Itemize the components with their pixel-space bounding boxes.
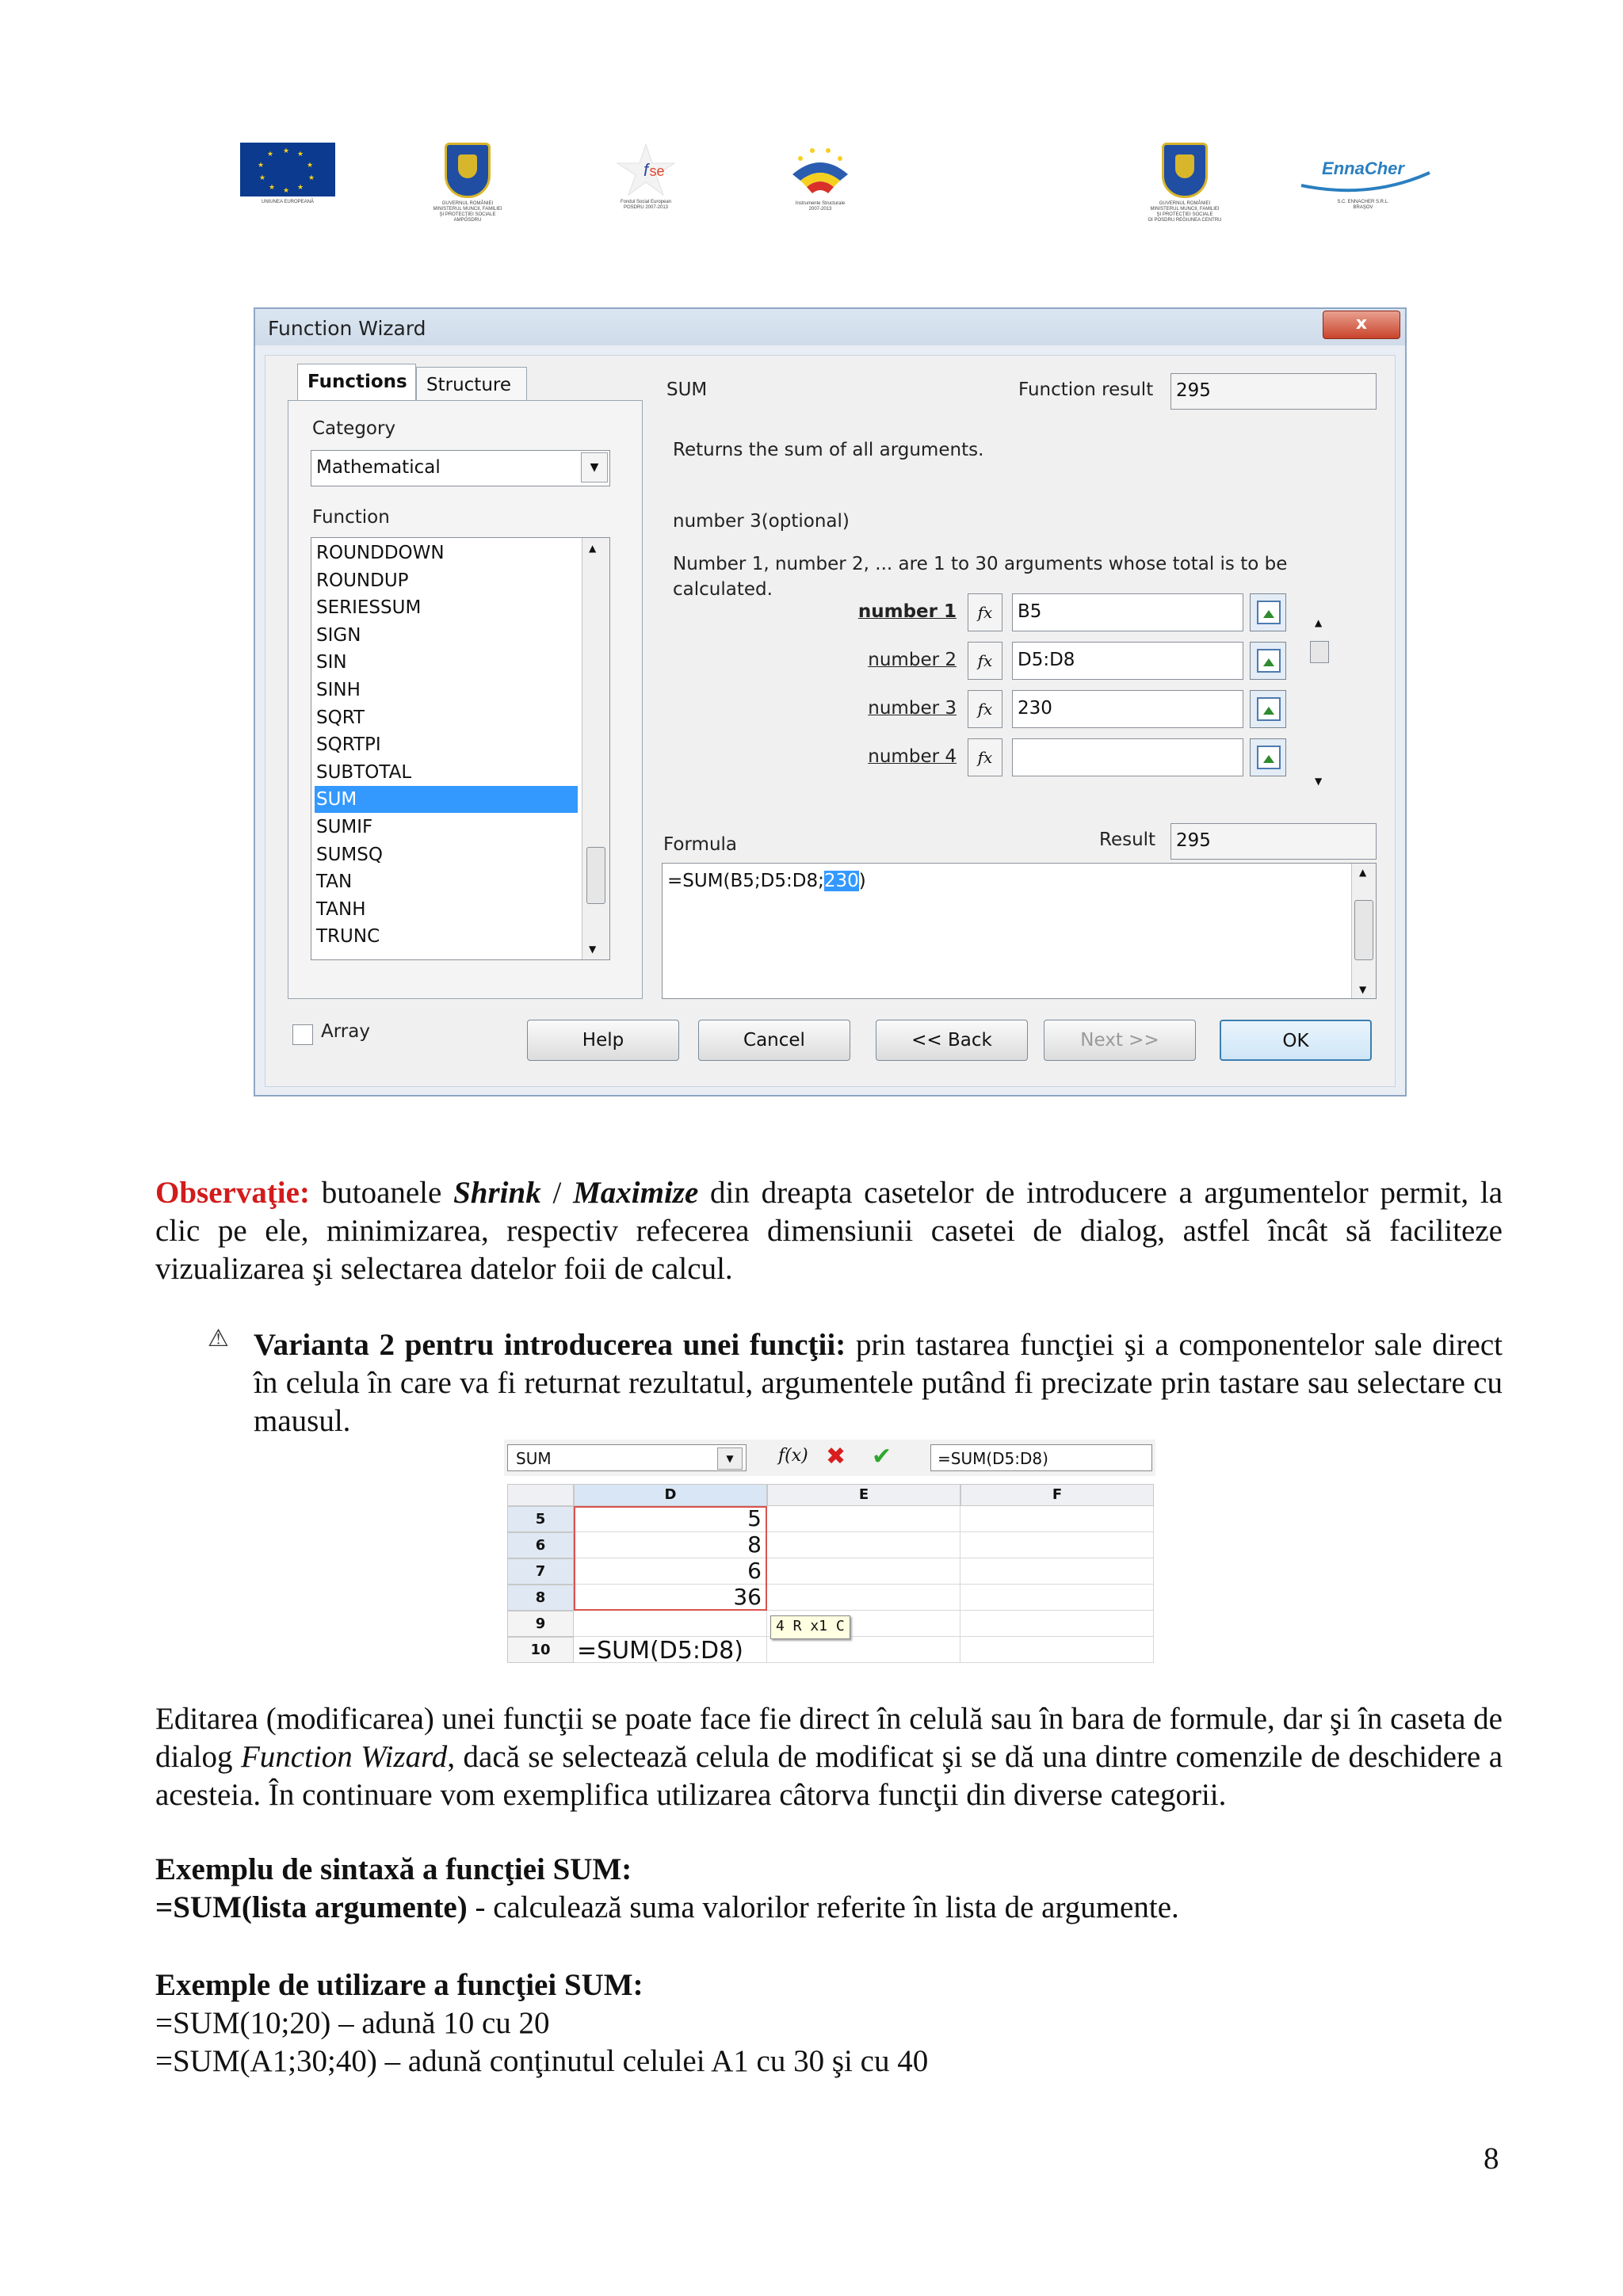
usage-example-1: =SUM(10;20) – adună 10 cu 20	[155, 2006, 550, 2040]
scroll-up-icon[interactable]: ▲	[1315, 617, 1323, 628]
column-header-e[interactable]: E	[767, 1484, 960, 1506]
formula-scrollbar[interactable]	[1351, 864, 1376, 998]
function-list-item[interactable]: SIGN	[316, 624, 361, 646]
functions-panel	[288, 400, 643, 999]
bullet-icon: ⚠	[208, 1325, 229, 1352]
cell-e[interactable]	[767, 1532, 960, 1558]
usage-example-2: =SUM(A1;30;40) – adună conţinutul celulei A1 cu 30 şi cu 40	[155, 2044, 929, 2078]
argument-label: number 1	[857, 601, 957, 622]
argument-description-cont: calculated.	[673, 579, 773, 600]
cell-f[interactable]	[960, 1506, 1154, 1532]
fx-icon[interactable]: fx	[968, 738, 1002, 776]
cancel-icon[interactable]: ✖	[826, 1443, 846, 1470]
function-list-item[interactable]: SUMSQ	[316, 844, 383, 865]
argument-input[interactable]: B5	[1012, 593, 1243, 631]
function-list-item[interactable]: ROUNDDOWN	[316, 543, 445, 563]
fx-icon[interactable]: fx	[968, 593, 1002, 631]
row-header[interactable]: 9	[507, 1611, 574, 1637]
row-header[interactable]: 8	[507, 1585, 574, 1611]
tab-functions[interactable]: Functions	[297, 364, 416, 402]
crest-icon	[1162, 143, 1208, 198]
ok-button[interactable]: OK	[1220, 1020, 1372, 1061]
function-wizard-icon[interactable]: f(x)	[778, 1446, 808, 1466]
usage-title: Exemple de utilizare a funcţiei SUM:	[155, 1968, 643, 2002]
gov-logo-2: GUVERNUL ROMÂNIEI MINISTERUL MUNCII, FAMILIEI ŞI PROTECŢIEI SOCIALE OI POSDRU REGIUNEA CENTRU	[1109, 143, 1260, 223]
argument-label: number 3	[868, 698, 957, 719]
argument-title: number 3(optional)	[673, 511, 850, 532]
scroll-down-icon[interactable]: ▼	[1359, 984, 1367, 995]
function-result-label: Function result	[1018, 379, 1154, 400]
close-button[interactable]	[1323, 311, 1400, 339]
formula-label: Formula	[663, 834, 737, 855]
observation-paragraph: Observaţie: butoanele Shrink / Maximize din dreapta casetelor de introducere a argumentelor permit, la clic pe ele, minimizarea, respectiv refecerea dimensiunii casetei de dialog, astfel încât să faciliteze vizualizarea şi selectarea datelor foii de calcul.	[155, 1176, 1503, 1286]
argument-input[interactable]	[1012, 738, 1243, 776]
swoosh-icon	[1298, 154, 1433, 193]
cell-e[interactable]	[767, 1637, 960, 1663]
function-list-item[interactable]: SQRTPI	[316, 734, 381, 756]
dialog-title: Function Wizard	[268, 317, 426, 340]
formula-textarea[interactable]: =SUM(B5;D5:D8;230) ▲ ▼	[662, 863, 1377, 999]
syntax-block: Exemplu de sintaxă a funcţiei SUM: =SUM(lista argumente) - calculează suma valorilor referite în lista de argumente.	[155, 1852, 1179, 1924]
chevron-down-icon[interactable]: ▼	[581, 452, 608, 482]
result-field: 295	[1170, 823, 1377, 860]
variant2-title: Varianta 2 pentru introducerea unei funcţii:	[254, 1328, 846, 1362]
function-list-item[interactable]: TRUNC	[316, 926, 380, 948]
argument-label: number 2	[868, 650, 957, 670]
shrink-icon[interactable]	[1250, 738, 1286, 776]
scroll-up-icon[interactable]: ▲	[589, 543, 597, 554]
column-header-f[interactable]: F	[960, 1484, 1154, 1506]
range-highlight	[574, 1506, 767, 1611]
cell-e[interactable]	[767, 1506, 960, 1532]
cell-e[interactable]	[767, 1558, 960, 1585]
function-list-item[interactable]: SUM	[315, 786, 578, 813]
svg-text:se: se	[649, 163, 665, 179]
corner-header[interactable]	[507, 1484, 574, 1506]
scroll-up-icon[interactable]: ▲	[1359, 867, 1367, 878]
formula-selection: 230	[823, 871, 859, 891]
scroll-thumb[interactable]	[586, 847, 605, 904]
fse-star-icon	[614, 143, 678, 196]
function-label: Function	[312, 507, 390, 528]
eu-logo	[236, 143, 339, 205]
scroll-down-icon[interactable]: ▼	[589, 944, 597, 955]
function-list-item[interactable]: TANH	[316, 898, 366, 920]
cell-f[interactable]	[960, 1558, 1154, 1585]
cell-d[interactable]: 36	[574, 1585, 767, 1611]
function-list-item[interactable]: SUMIF	[316, 817, 373, 837]
dialog-body	[265, 355, 1396, 1087]
formula-bar-input[interactable]: =SUM(D5:D8)	[930, 1444, 1152, 1471]
category-select[interactable]: Mathematical ▼	[311, 450, 610, 486]
argument-description: Number 1, number 2, ... are 1 to 30 arguments whose total is to be	[673, 554, 1288, 574]
function-description: Returns the sum of all arguments.	[673, 440, 984, 460]
cell-d[interactable]	[574, 1611, 767, 1637]
fx-icon[interactable]: fx	[968, 690, 1002, 728]
back-button[interactable]: << Back	[876, 1020, 1028, 1061]
fse-logo: f se Fondul Social European POSDRU 2007-2013	[586, 143, 705, 211]
function-list-item[interactable]: SUBTOTAL	[316, 761, 412, 783]
function-list-item[interactable]: TAN	[316, 871, 353, 893]
function-result-field: 295	[1170, 373, 1377, 410]
array-label: Array	[321, 1021, 370, 1042]
svg-text:f: f	[643, 160, 649, 180]
category-label: Category	[312, 418, 396, 439]
cancel-button[interactable]: Cancel	[698, 1020, 850, 1061]
row-header[interactable]: 5	[507, 1506, 574, 1532]
spreadsheet-snippet	[504, 1440, 1155, 1665]
observation-label: Observaţie:	[155, 1176, 310, 1210]
is-logo: Instrumente Structurale 2007-2013	[761, 143, 880, 212]
cell-f[interactable]	[960, 1611, 1154, 1637]
array-checkbox[interactable]	[292, 1024, 313, 1045]
fx-icon[interactable]: fx	[968, 642, 1002, 680]
function-list-item[interactable]: ROUNDUP	[316, 570, 409, 591]
shrink-icon[interactable]	[1250, 690, 1286, 728]
next-button[interactable]: Next >>	[1044, 1020, 1196, 1061]
syntax-formula: =SUM(lista argumente)	[155, 1890, 468, 1924]
variant2-paragraph: Varianta 2 pentru introducerea unei funcţii: prin tastarea funcţiei şi a componentelor sale direct în celula în care va fi returnat rezultatul, argumentele putând fi precizate prin tastare sau selectare cu mausul.	[254, 1328, 1503, 1438]
ennacher-logo: EnnaCher S.C. ENNACHER S.R.L. BRAŞOV	[1292, 143, 1434, 211]
function-wizard-dialog	[254, 307, 1407, 1097]
close-icon: x	[1355, 314, 1368, 334]
accept-icon[interactable]: ✔	[872, 1443, 892, 1470]
function-list-item[interactable]: SINH	[316, 680, 361, 700]
gov-logo-1: GUVERNUL ROMÂNIEI MINISTERUL MUNCII, FAMILIEI ŞI PROTECŢIEI SOCIALE AMPOSDRU	[396, 143, 539, 223]
argument-input[interactable]: D5:D8	[1012, 642, 1243, 680]
cell-f[interactable]	[960, 1637, 1154, 1663]
shrink-icon[interactable]	[1250, 642, 1286, 680]
shrink-icon[interactable]	[1250, 593, 1286, 631]
structural-instruments-icon	[785, 143, 856, 198]
function-list-scrollbar[interactable]	[582, 538, 609, 959]
function-list	[311, 537, 610, 960]
range-size-tooltip: 4 R x1 C	[770, 1615, 850, 1639]
cell-d[interactable]: 6	[574, 1558, 767, 1585]
scroll-thumb[interactable]	[1310, 641, 1329, 663]
syntax-title: Exemplu de sintaxă a funcţiei SUM:	[155, 1852, 632, 1886]
column-header-d[interactable]: D	[574, 1484, 767, 1506]
page-number: 8	[1484, 2142, 1499, 2176]
usage-block	[155, 1966, 1503, 2081]
editing-cell-formula: =SUM(D5:D8)	[577, 1637, 743, 1665]
row-header[interactable]: 7	[507, 1558, 574, 1585]
name-box[interactable]: SUM ▼	[507, 1444, 747, 1471]
chevron-down-icon[interactable]: ▼	[717, 1447, 743, 1470]
crest-icon	[445, 143, 491, 198]
function-name: SUM	[666, 379, 708, 400]
function-list-item[interactable]: SERIESSUM	[316, 597, 422, 619]
cell-f[interactable]	[960, 1585, 1154, 1611]
scroll-down-icon[interactable]: ▼	[1315, 776, 1323, 787]
cell-d[interactable]: 5	[574, 1506, 767, 1532]
row-header[interactable]: 10	[507, 1637, 574, 1663]
cell-d[interactable]: 8	[574, 1532, 767, 1558]
dialog-titlebar[interactable]	[255, 309, 1405, 345]
cell-f[interactable]	[960, 1532, 1154, 1558]
row-header[interactable]: 6	[507, 1532, 574, 1558]
cell-e[interactable]	[767, 1585, 960, 1611]
result-label: Result	[1099, 830, 1156, 850]
edit-paragraph: Editarea (modificarea) unei funcţii se poate face fie direct în celulă sau în bara de formule, dar şi în caseta de dialog Function Wizard, dacă se selectează celula de modificat şi se dă una dintre comenzile de deschidere a acesteia. În continuare vom exemplifica utilizarea câtorva funcţii din diverse categorii.	[155, 1702, 1503, 1812]
function-list-item[interactable]: SIN	[316, 652, 347, 673]
eu-caption: UNIUNEA EUROPEANĂ	[261, 200, 314, 204]
scroll-thumb[interactable]	[1354, 900, 1373, 960]
tab-structure[interactable]: Structure	[416, 367, 527, 402]
argument-input[interactable]: 230	[1012, 690, 1243, 728]
argument-label: number 4	[868, 746, 957, 767]
args-scrollbar[interactable]	[1308, 617, 1331, 787]
eu-flag-icon: ★ ★ ★ ★ ★ ★ ★ ★ ★ ★	[240, 143, 335, 196]
function-list-item[interactable]: SQRT	[316, 707, 365, 728]
help-button[interactable]: Help	[527, 1020, 679, 1061]
